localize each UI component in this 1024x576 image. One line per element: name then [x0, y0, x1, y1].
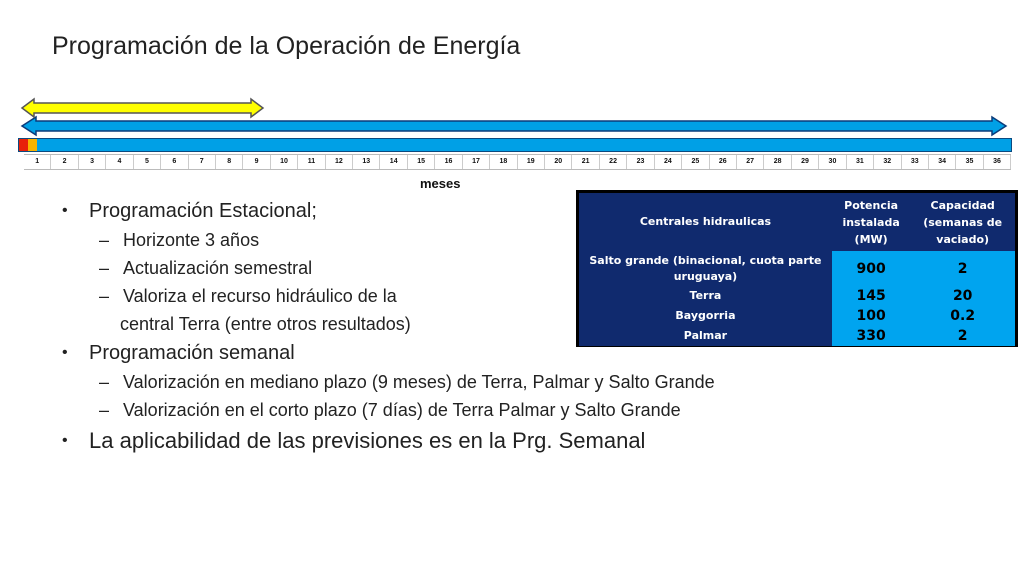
plant-name: Salto grande (binacional, cuota parte uruguaya) — [579, 251, 832, 286]
next-month-marker — [28, 139, 37, 151]
month-cell: 3 — [79, 155, 106, 169]
plant-name: Baygorria — [579, 306, 832, 326]
month-cell: 18 — [490, 155, 517, 169]
month-cell: 21 — [572, 155, 599, 169]
header-centrales: Centrales hidraulicas — [579, 193, 832, 251]
month-cell: 29 — [792, 155, 819, 169]
month-cell: 27 — [737, 155, 764, 169]
plant-name: Terra — [579, 286, 832, 306]
plant-capacity: 20 — [910, 286, 1015, 306]
month-cell: 6 — [161, 155, 188, 169]
month-cell: 4 — [106, 155, 133, 169]
month-cell: 30 — [819, 155, 846, 169]
month-cell: 13 — [353, 155, 380, 169]
sub-bullet: – Valorización en mediano plazo (9 meses) de Terra, Palmar y Salto Grande — [99, 372, 715, 392]
month-cell: 33 — [902, 155, 929, 169]
month-cell: 23 — [627, 155, 654, 169]
month-cell: 36 — [984, 155, 1011, 169]
table-row — [579, 251, 1015, 286]
plant-capacity: 0.2 — [910, 306, 1015, 326]
sub-bullet-continuation: central Terra (entre otros resultados) — [120, 314, 411, 334]
month-cell: 2 — [51, 155, 78, 169]
sub-bullet: – Valorización en el corto plazo (7 días) de Terra Palmar y Salto Grande — [99, 400, 681, 420]
table-row — [579, 286, 1015, 306]
month-cell: 22 — [600, 155, 627, 169]
page-title: Programación de la Operación de Energía — [52, 32, 521, 60]
timeline-arrows — [0, 0, 1024, 140]
month-cell: 19 — [518, 155, 545, 169]
month-cell: 20 — [545, 155, 572, 169]
header-potencia: Potencia instalada (MW) — [832, 193, 910, 251]
month-axis — [24, 154, 1011, 170]
plant-power: 100 — [832, 306, 910, 326]
month-cell: 25 — [682, 155, 709, 169]
month-cell: 15 — [408, 155, 435, 169]
month-cell: 34 — [929, 155, 956, 169]
plant-capacity: 2 — [910, 326, 1015, 346]
plant-name: Palmar — [579, 326, 832, 346]
bullet-aplicabilidad: • La aplicabilidad de las previsiones es en la Prg. Semanal — [62, 424, 882, 458]
long-horizon-arrow — [22, 117, 1006, 135]
month-cell: 10 — [271, 155, 298, 169]
plant-power: 900 — [832, 251, 910, 286]
plant-power: 145 — [832, 286, 910, 306]
month-cell: 17 — [463, 155, 490, 169]
month-cell: 1 — [24, 155, 51, 169]
month-cell: 35 — [956, 155, 983, 169]
month-cell: 11 — [298, 155, 325, 169]
month-cell: 9 — [243, 155, 270, 169]
hydro-plants-table — [576, 190, 1018, 347]
month-cell: 7 — [189, 155, 216, 169]
table-row — [579, 306, 1015, 326]
axis-label: meses — [420, 176, 461, 191]
month-cell: 8 — [216, 155, 243, 169]
bullet-semanal: • Programación semanal — [62, 338, 882, 368]
month-cell: 12 — [326, 155, 353, 169]
month-cell: 26 — [710, 155, 737, 169]
sub-bullet: – Actualización semestral — [99, 258, 313, 278]
month-cell: 28 — [764, 155, 791, 169]
plant-capacity: 2 — [910, 251, 1015, 286]
sub-bullet: – Horizonte 3 años — [99, 230, 260, 250]
current-month-marker — [19, 139, 28, 151]
header-capacidad: Capacidad (semanas de vaciado) — [910, 193, 1015, 251]
month-cell: 32 — [874, 155, 901, 169]
plant-power: 330 — [832, 326, 910, 346]
month-cell: 14 — [380, 155, 407, 169]
month-cell: 16 — [435, 155, 462, 169]
bullet-estacional: • Programación Estacional; — [62, 196, 882, 226]
months-bar — [18, 138, 1012, 152]
month-cell: 24 — [655, 155, 682, 169]
table-row — [579, 326, 1015, 346]
sub-bullet: – Valoriza el recurso hidráulico de la — [99, 286, 397, 306]
month-cell: 31 — [847, 155, 874, 169]
month-cell: 5 — [134, 155, 161, 169]
short-horizon-arrow — [22, 99, 263, 117]
